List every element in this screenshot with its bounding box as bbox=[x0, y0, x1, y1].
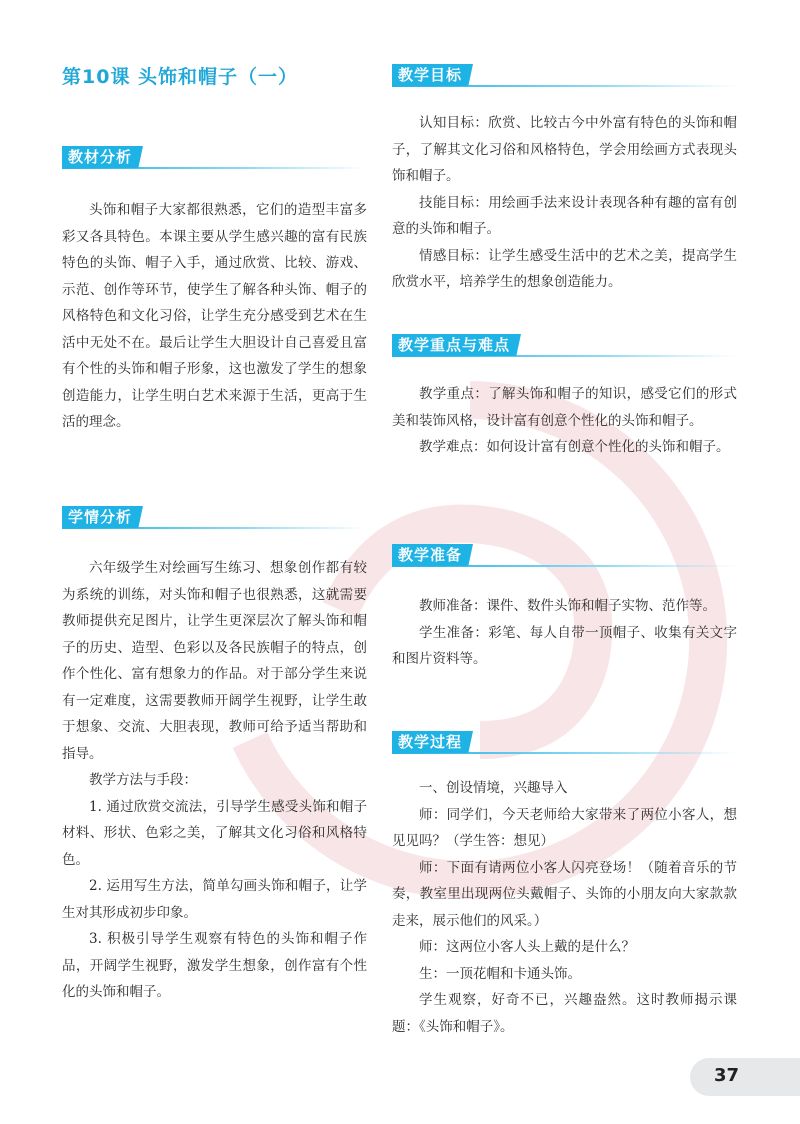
paragraph: 生：一顶花帽和卡通头饰。 bbox=[419, 965, 581, 982]
section-heading: 教材分析 bbox=[62, 146, 138, 168]
paragraph: 学生准备：彩笔、每人自带一顶帽子、收集有关文字和图片资料等。 bbox=[392, 624, 737, 667]
section-header bbox=[392, 334, 737, 356]
section-keypoints bbox=[392, 334, 737, 461]
paragraph: 六年级学生对绘画写生练习、想象创作都有较为系统的训练，对头饰和帽子也很熟悉，这就需要教师提供充足图片，让学生更深层次了解头饰和帽子的历史、造型、色彩以及各民族帽子的特点，创作个性化、富有想象力的作品。对于部分学生来说有一定难度，这需要教师开阔学生视野，让学生敢于想象、交流、大胆表现，教师可给予适当帮助和指导。 bbox=[62, 560, 367, 762]
page-number-tab bbox=[690, 1058, 800, 1096]
paragraph: 教师准备：课件、数件头饰和帽子实物、范作等。 bbox=[419, 598, 716, 614]
section-prep bbox=[392, 544, 737, 673]
lesson-title: 第10课 头饰和帽子（一） bbox=[62, 66, 299, 88]
paragraph: 技能目标：用绘画手法来设计表现各种有趣的富有创意的头饰和帽子。 bbox=[392, 194, 737, 237]
section-goals bbox=[392, 64, 737, 296]
paragraph: 教学重点：了解头饰和帽子的知识，感受它们的形式美和装饰风格，设计富有创意个性化的头饰和帽子。 bbox=[392, 386, 737, 429]
section-header bbox=[62, 146, 367, 168]
section-learner bbox=[62, 506, 367, 1006]
paragraph: 1. 通过欣赏交流法，引导学生感受头饰和帽子材料、形状、色彩之美，了解其文化习俗和风格特色。 bbox=[62, 798, 367, 868]
section-heading: 教学重点与难点 bbox=[392, 334, 516, 356]
paragraph: 师：同学们，今天老师给大家带来了两位小客人，想见见吗？（学生答：想见） bbox=[392, 806, 737, 849]
section-process bbox=[392, 731, 737, 1040]
paragraph: 2. 运用写生方法，简单勾画头饰和帽子，让学生对其形成初步印象。 bbox=[62, 878, 367, 921]
paragraph: 3. 积极引导学生观察有特色的头饰和帽子作品，开阔学生视野，激发学生想象，创作富有个性化的头饰和帽子。 bbox=[62, 931, 367, 1000]
section-header bbox=[392, 731, 737, 753]
section-heading: 教学准备 bbox=[392, 544, 468, 566]
paragraph: 情感目标：让学生感受生活中的艺术之美，提高学生欣赏水平，培养学生的想象创造能力。 bbox=[392, 247, 737, 290]
paragraph: 师：这两位小客人头上戴的是什么？ bbox=[419, 939, 635, 955]
section-heading: 学情分析 bbox=[62, 506, 138, 528]
section-heading: 教学过程 bbox=[392, 731, 468, 753]
paragraph: 教学方法与手段： bbox=[89, 772, 197, 788]
paragraph: 学生观察，好奇不已，兴趣盎然。这时教师揭示课题：《头饰和帽子》。 bbox=[392, 992, 737, 1035]
section-header bbox=[62, 506, 367, 528]
paragraph: 一、创设情境，兴趣导入 bbox=[419, 780, 568, 796]
paragraph: 教学难点：如何设计富有创意个性化的头饰和帽子。 bbox=[419, 439, 730, 455]
section-header bbox=[392, 544, 737, 566]
paragraph: 师：下面有请两位小客人闪亮登场！（随着音乐的节奏，教室里出现两位头戴帽子、头饰的小朋友向大家款款走来，展示他们的风采。） bbox=[392, 859, 737, 929]
section-heading: 教学目标 bbox=[392, 64, 468, 86]
section-header bbox=[392, 64, 737, 86]
section-analysis bbox=[62, 146, 367, 436]
paragraph: 头饰和帽子大家都很熟悉，它们的造型丰富多彩又各具特色。本课主要从学生感兴趣的富有民族特色的头饰、帽子入手，通过欣赏、比较、游戏、示范、创作等环节，使学生了解各种头饰、帽子的风格特色和文化习俗，让学生充分感受到艺术在生活中无处不在。最后让学生大胆设计自己喜爱且富有个性的头饰和帽子形象，这也激发了学生的想象创造能力，让学生明白艺术来源于生活，更高于生活的理念。 bbox=[62, 202, 367, 430]
page-number: 37 bbox=[714, 1065, 740, 1086]
paragraph: 认知目标：欣赏、比较古今中外富有特色的头饰和帽子，了解其文化习俗和风格特色，学会用绘画方式表现头饰和帽子。 bbox=[392, 115, 737, 184]
